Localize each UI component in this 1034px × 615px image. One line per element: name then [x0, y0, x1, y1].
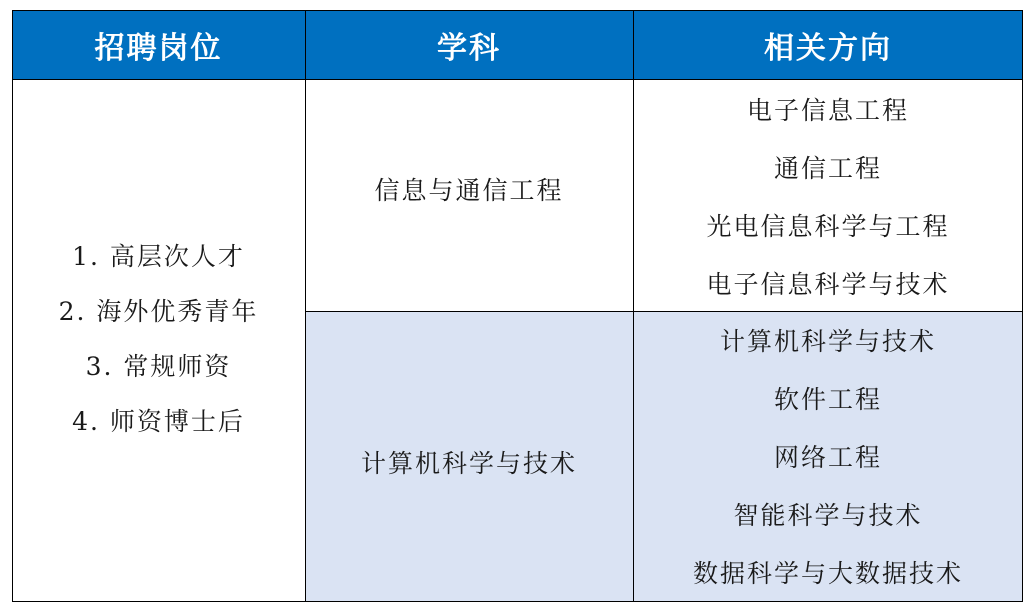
header-direction: 相关方向 — [633, 10, 1023, 80]
position-item: 4. 师资博士后 — [72, 406, 245, 436]
header-subject: 学科 — [305, 10, 633, 80]
position-item: 3. 常规师资 — [85, 351, 232, 381]
border-left — [12, 10, 13, 602]
border-bottom — [12, 601, 1023, 602]
border-col-2 — [633, 10, 634, 602]
direction-item: 数据科学与大数据技术 — [692, 559, 963, 588]
subject-label: 信息与通信工程 — [374, 176, 564, 205]
direction-item: 电子信息工程 — [746, 96, 909, 125]
direction-item: 软件工程 — [773, 385, 882, 414]
direction-cell — [633, 80, 1023, 312]
border-header-bottom — [12, 79, 1023, 80]
header-position: 招聘岗位 — [12, 10, 305, 80]
position-cell — [12, 80, 305, 602]
direction-item: 光电信息科学与工程 — [706, 212, 950, 241]
direction-item: 通信工程 — [773, 154, 882, 183]
subject-cell — [305, 80, 633, 312]
position-item: 1. 高层次人才 — [72, 241, 245, 271]
border-row-divider — [305, 311, 1023, 312]
direction-item: 智能科学与技术 — [733, 501, 923, 530]
border-top — [12, 10, 1023, 11]
position-item: 2. 海外优秀青年 — [58, 296, 259, 326]
subject-cell — [305, 312, 633, 602]
border-col-1 — [305, 10, 306, 602]
subject-label: 计算机科学与技术 — [360, 449, 577, 478]
direction-item: 网络工程 — [773, 443, 882, 472]
direction-item: 电子信息科学与技术 — [706, 270, 950, 299]
direction-item: 计算机科学与技术 — [719, 327, 936, 356]
border-right — [1022, 10, 1023, 602]
recruitment-table — [12, 10, 1023, 602]
direction-cell — [633, 312, 1023, 602]
